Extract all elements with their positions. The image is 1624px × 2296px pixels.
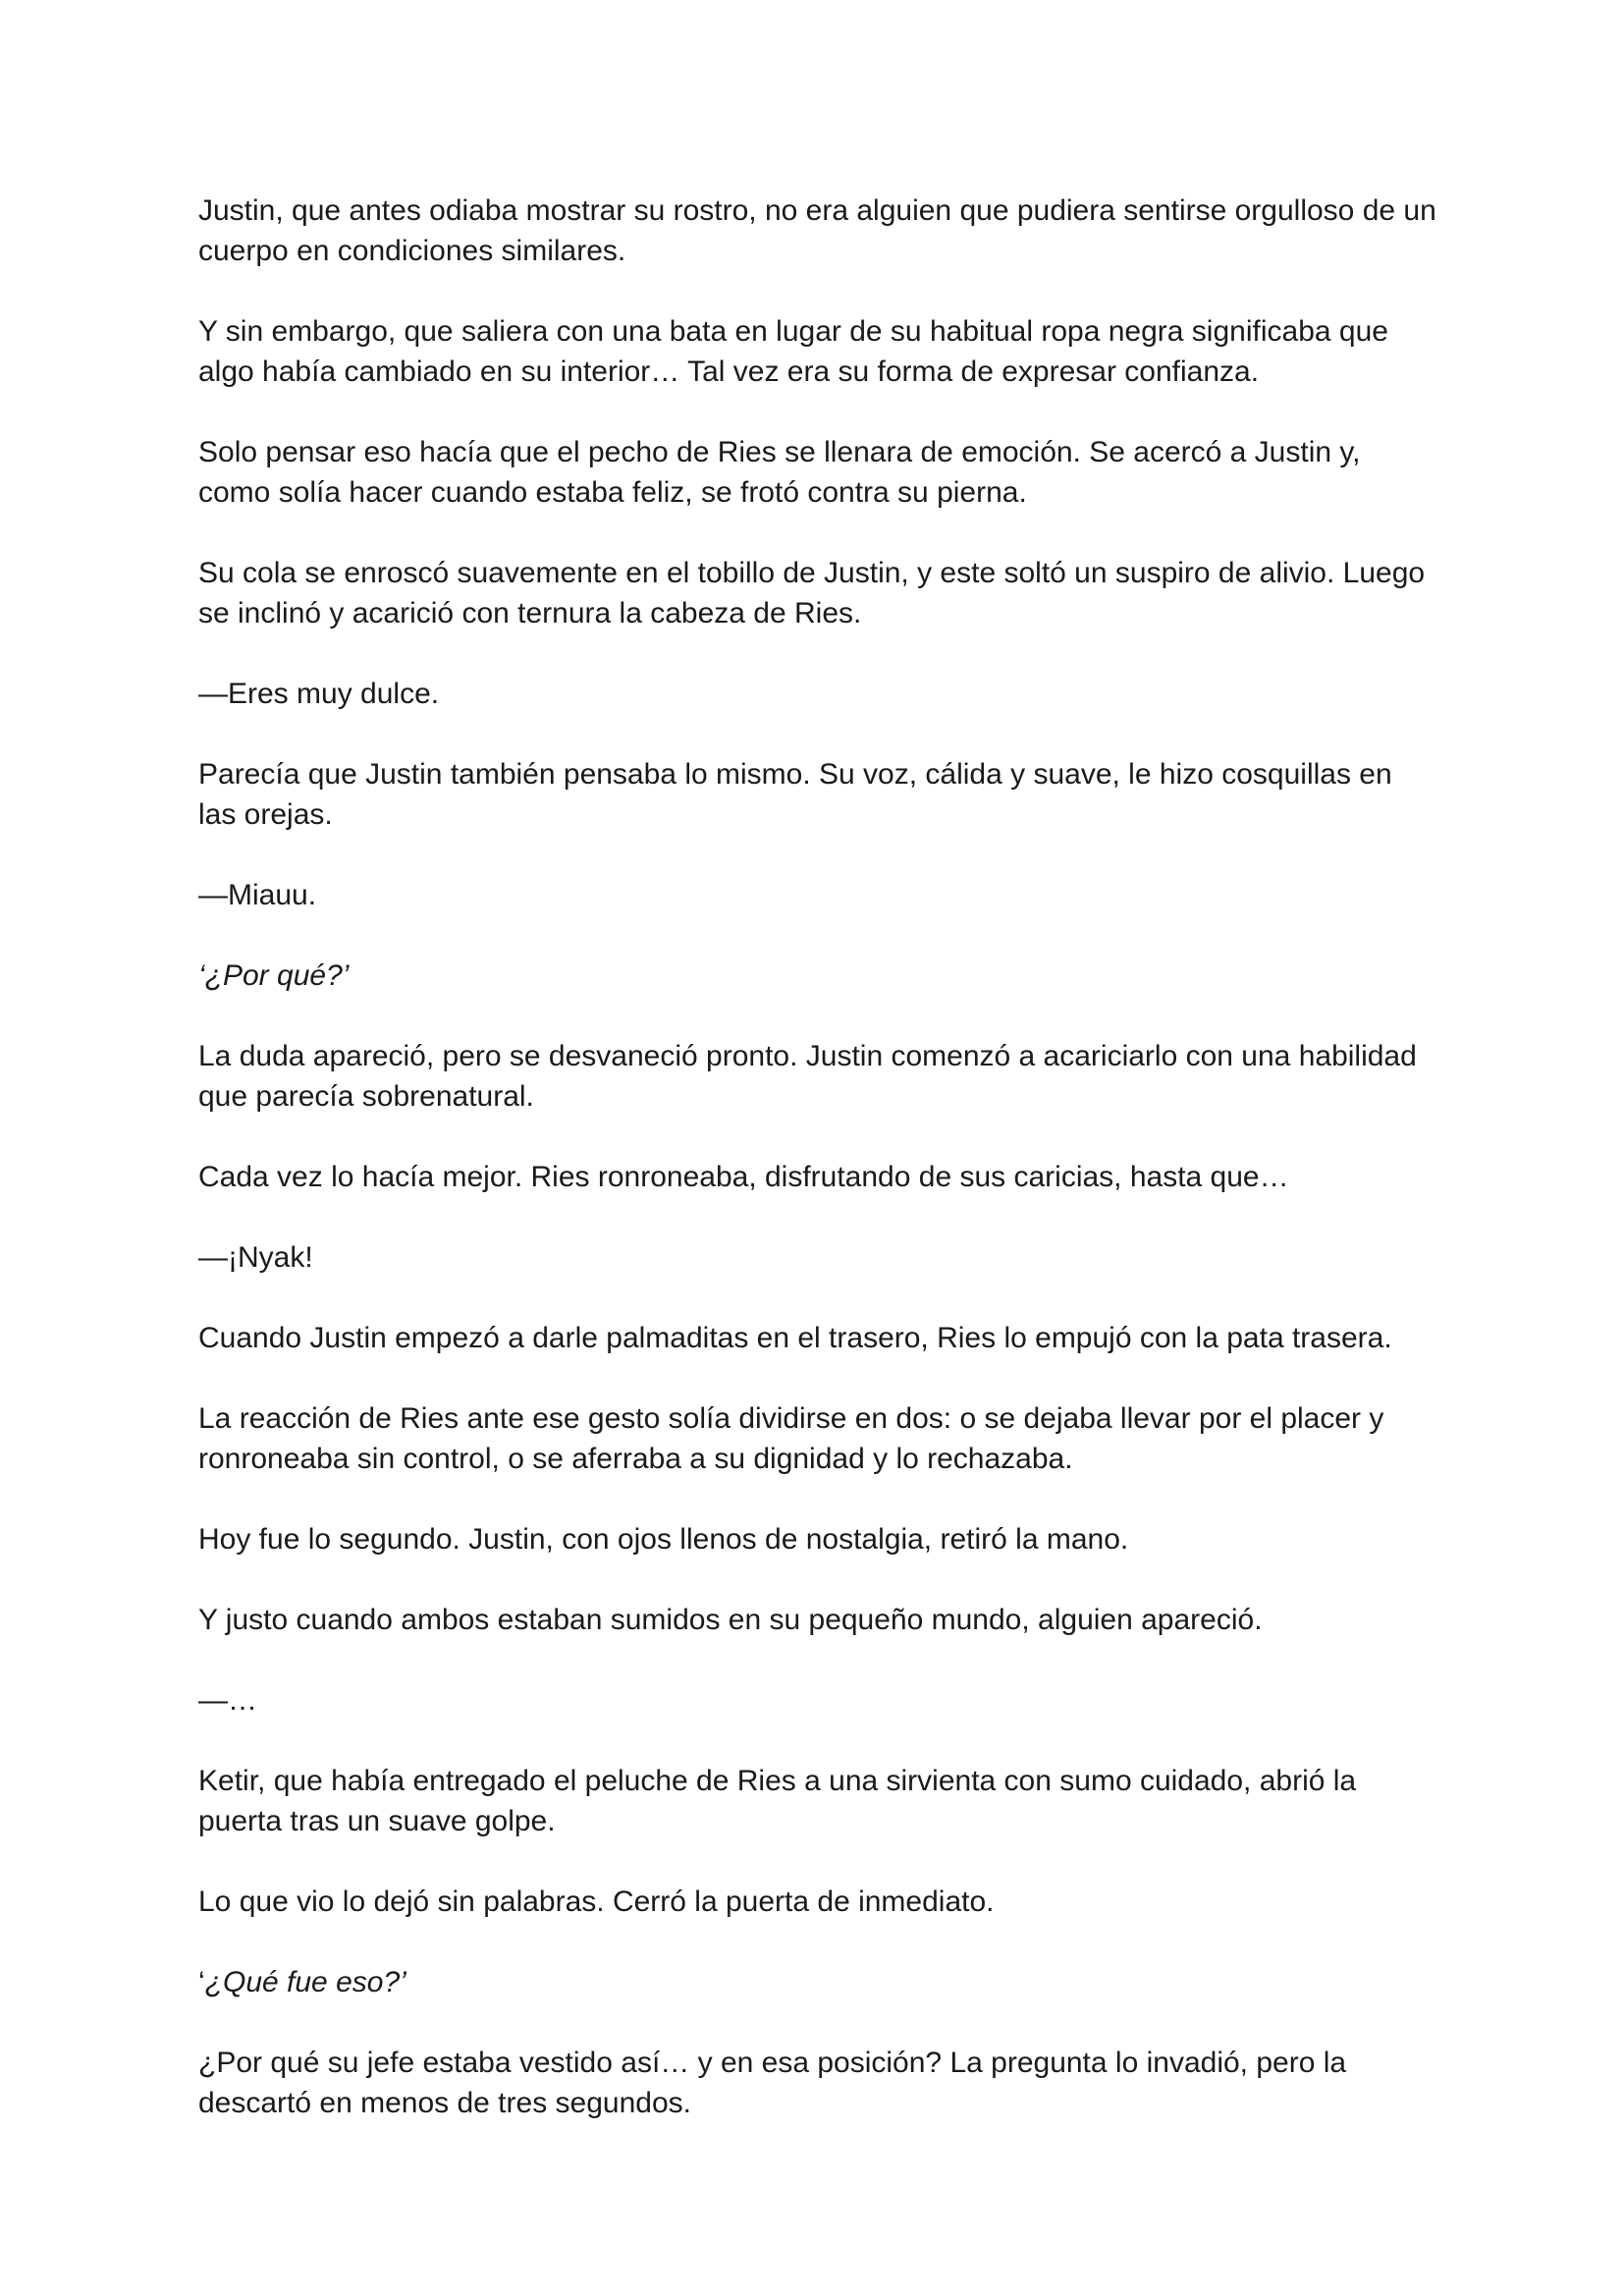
paragraph: Su cola se enroscó suavemente en el tobillo de Justin, y este soltó un suspiro de alivio. Luego se inclinó y acarició con ternura la cabeza de Ries. <box>198 557 1426 629</box>
dialogue-line: —Eres muy dulce. <box>198 678 440 710</box>
thought-line <box>198 1962 1437 2002</box>
paragraph: Lo que vio lo dejó sin palabras. Cerró la puerta de inmediato. <box>198 1886 995 1918</box>
paragraph: La duda apareció, pero se desvaneció pronto. Justin comenzó a acariciarlo con una habilidad que parecía sobrenatural. <box>198 1040 1417 1113</box>
paragraph: Cada vez lo hacía mejor. Ries ronroneaba, disfrutando de sus caricias, hasta que… <box>198 1161 1289 1193</box>
paragraph: La reacción de Ries ante ese gesto solía dividirse en dos: o se dejaba llevar por el placer y ronroneaba sin control, o se aferraba a su dignidad y lo rechazaba. <box>198 1402 1384 1475</box>
paragraph: Solo pensar eso hacía que el pecho de Ries se llenara de emoción. Se acercó a Justin y, como solía hacer cuando estaba feliz, se frotó contra su pierna. <box>198 436 1361 509</box>
paragraph: Y sin embargo, que saliera con una bata en lugar de su habitual ropa negra significaba que algo había cambiado en su interior… Tal vez era su forma de expresar confianza. <box>198 315 1388 388</box>
paragraph: Justin, que antes odiaba mostrar su rostro, no era alguien que pudiera sentirse orgulloso de un cuerpo en condiciones similares. <box>198 194 1436 267</box>
dialogue-line: —¡Nyak! <box>198 1241 313 1274</box>
thought-text: ¿Qué fue eso?’ <box>204 1966 406 1998</box>
document-body <box>198 191 1437 2163</box>
thought-line: ‘¿Por qué?’ <box>198 959 350 992</box>
paragraph: Cuando Justin empezó a darle palmaditas en el trasero, Ries lo empujó con la pata trasera. <box>198 1322 1392 1354</box>
paragraph: Hoy fue lo segundo. Justin, con ojos llenos de nostalgia, retiró la mano. <box>198 1523 1129 1556</box>
paragraph: Ketir, que había entregado el peluche de Ries a una sirvienta con sumo cuidado, abrió la puerta tras un suave golpe. <box>198 1765 1357 1837</box>
paragraph: ¿Por qué su jefe estaba vestido así… y en esa posición? La pregunta lo invadió, pero la descartó en menos de tres segundos. <box>198 2047 1347 2119</box>
paragraph: Parecía que Justin también pensaba lo mismo. Su voz, cálida y suave, le hizo cosquillas en las orejas. <box>198 758 1392 831</box>
paragraph: Y justo cuando ambos estaban sumidos en su pequeño mundo, alguien apareció. <box>198 1604 1263 1636</box>
dialogue-line: —… <box>198 1684 257 1717</box>
dialogue-line: —Miauu. <box>198 879 317 911</box>
thought-open-quote: ‘ <box>198 1966 205 1998</box>
